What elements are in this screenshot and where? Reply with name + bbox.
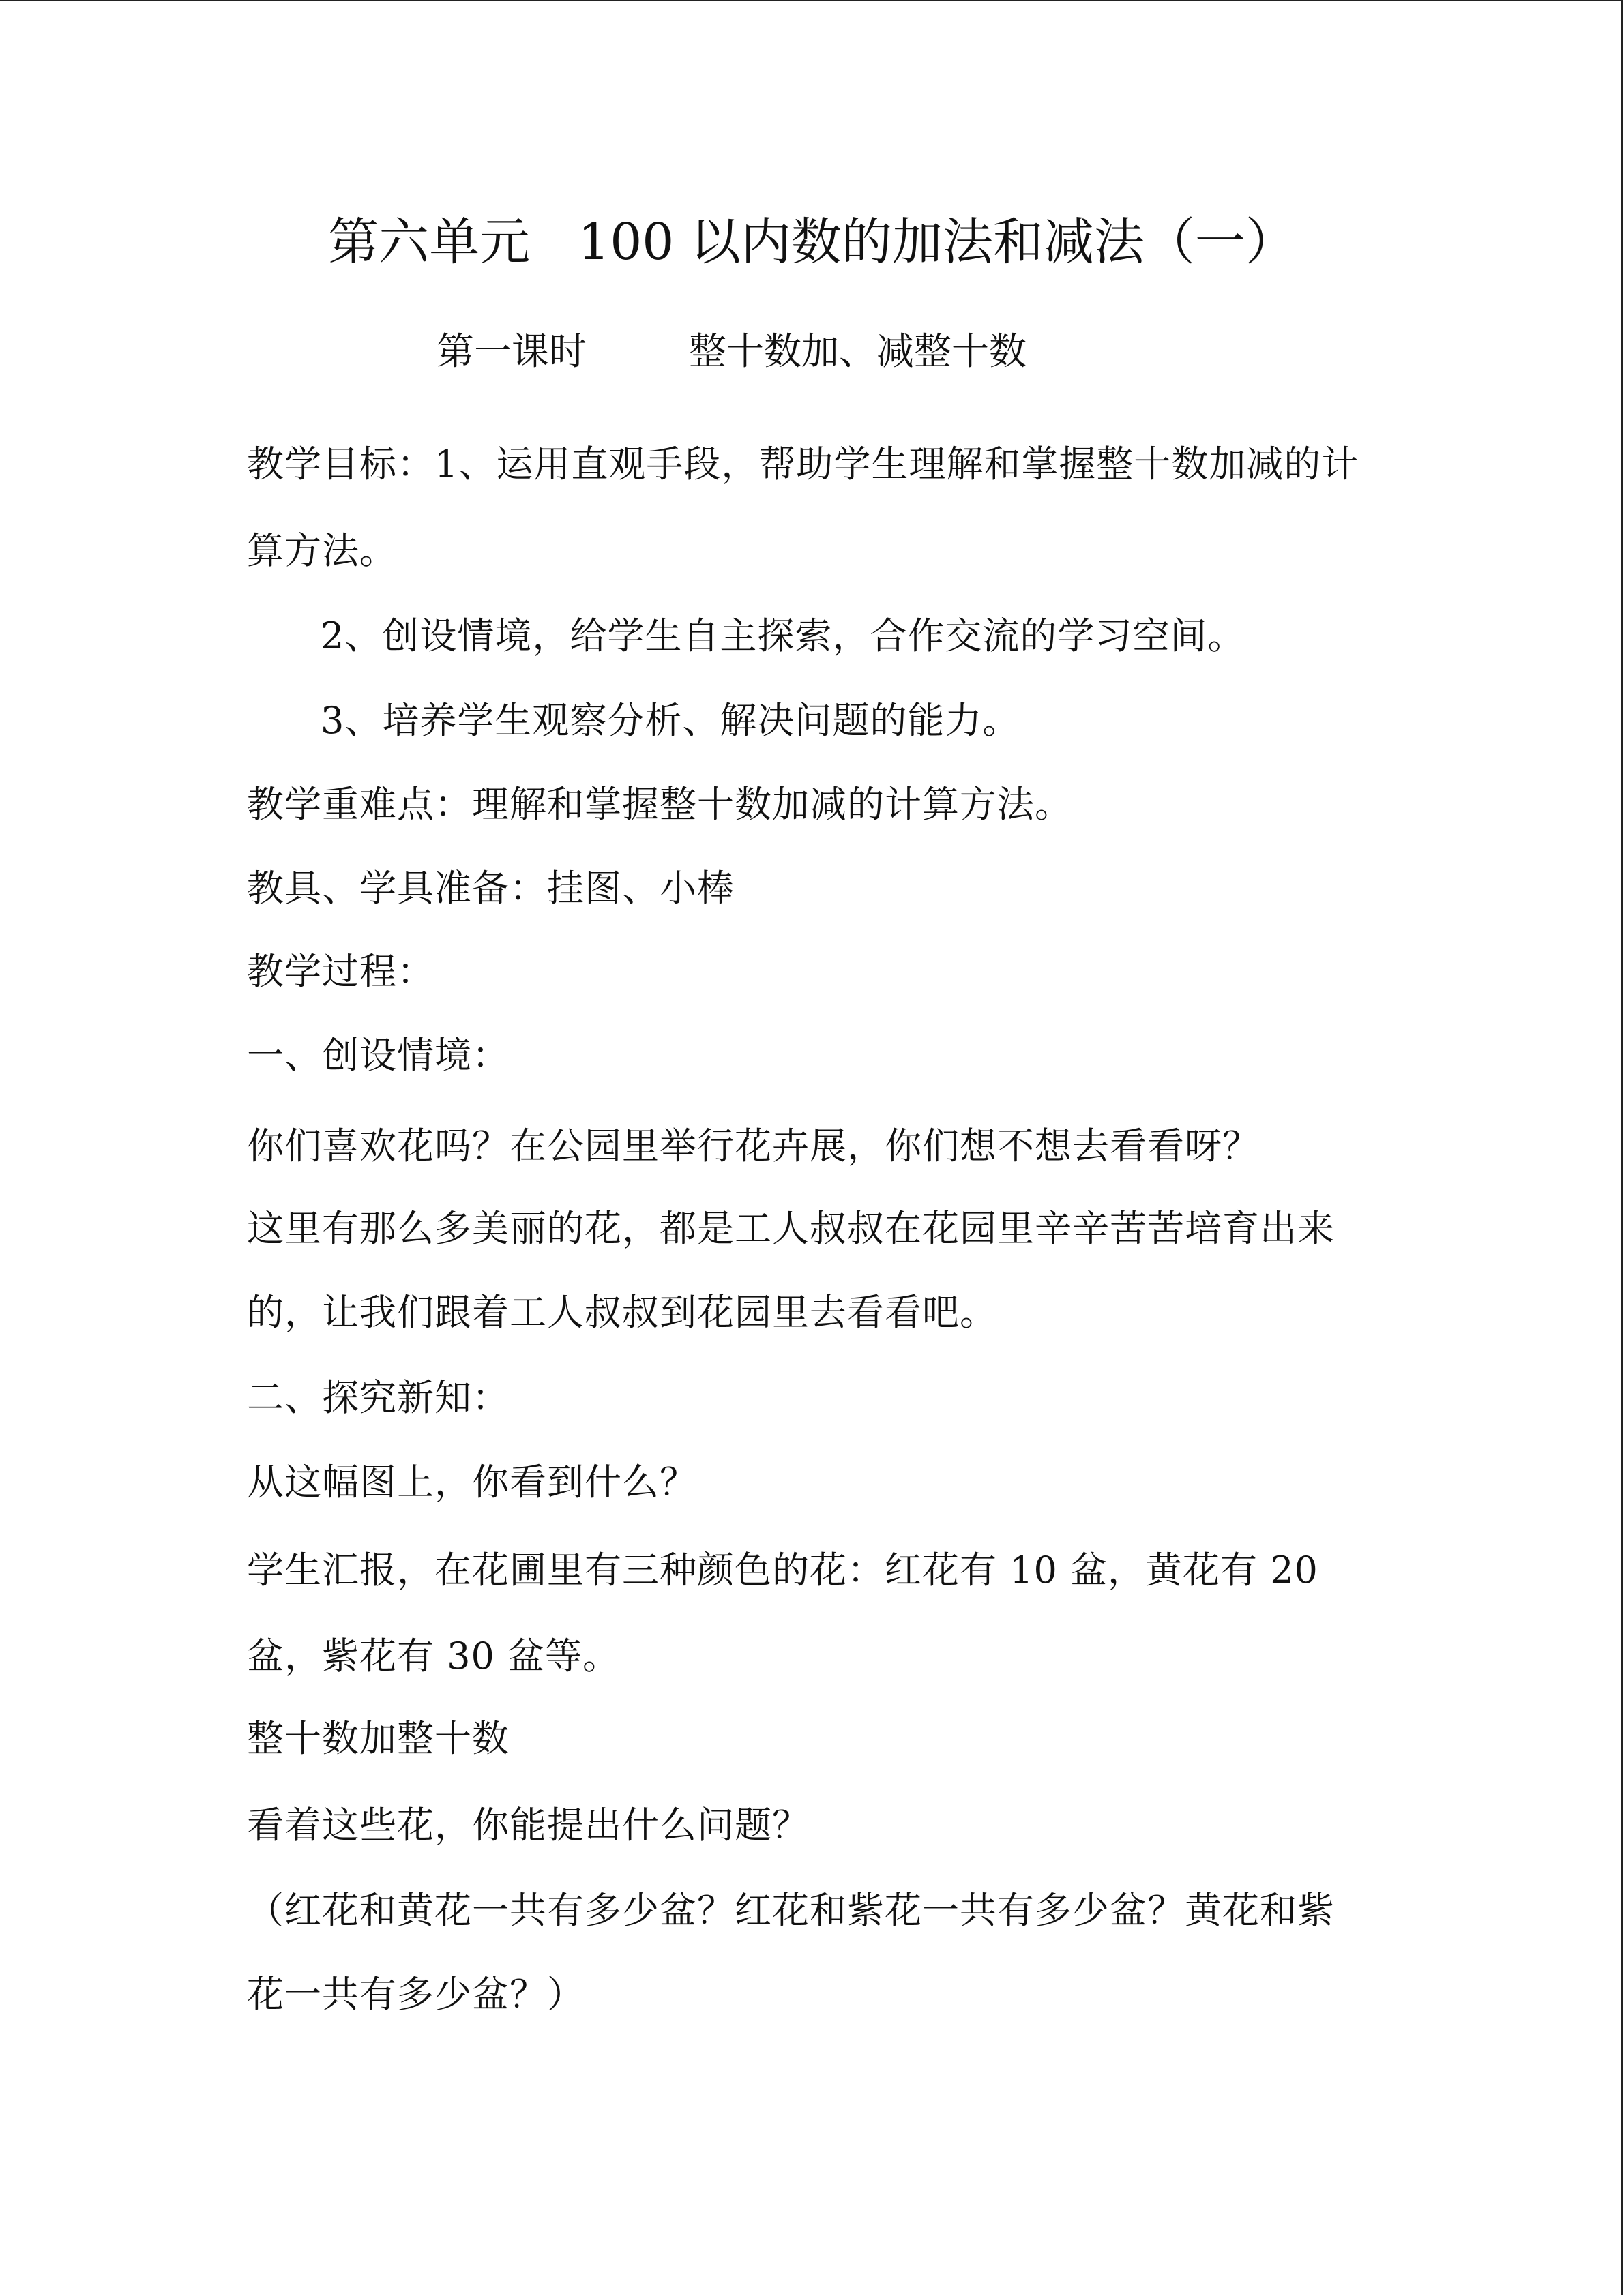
process-heading: 教学过程： xyxy=(247,950,434,993)
objective-line-1-cont: 算方法。 xyxy=(247,529,397,572)
objective-line-2: 2、创设情境，给学生自主探索，合作交流的学习空间。 xyxy=(321,614,1245,657)
paragraph-line: 学生汇报，在花圃里有三种颜色的花：红花有 10 盆，黄花有 20 xyxy=(247,1549,1318,1592)
objective-line-3: 3、培养学生观察分析、解决问题的能力。 xyxy=(321,699,1020,742)
paragraph-line: （红花和黄花一共有多少盆？红花和紫花一共有多少盆？黄花和紫 xyxy=(247,1889,1335,1932)
lesson-topic: 整十数加、减整十数 xyxy=(689,329,1027,373)
section-heading-1: 一、创设情境： xyxy=(247,1034,510,1077)
paragraph-line: 盆，紫花有 30 盆等。 xyxy=(247,1635,621,1678)
paragraph-line: 这里有那么多美丽的花，都是工人叔叔在花园里辛辛苦苦培育出来 xyxy=(247,1207,1335,1250)
lesson-heading xyxy=(437,320,1027,382)
section-heading-2: 二、探究新知： xyxy=(247,1376,510,1419)
objective-line-1: 教学目标：1、运用直观手段，帮助学生理解和掌握整十数加减的计 xyxy=(247,443,1359,486)
paragraph-line: 你们喜欢花吗？在公园里举行花卉展，你们想不想去看看呀？ xyxy=(247,1124,1260,1167)
key-points-line: 教学重难点：理解和掌握整十数加减的计算方法。 xyxy=(247,783,1072,826)
page-title xyxy=(0,205,1624,280)
paragraph-line: 花一共有多少盆？） xyxy=(247,1973,585,2016)
paragraph-line: 看着这些花，你能提出什么问题？ xyxy=(247,1804,810,1847)
paragraph-line: 从这幅图上，你看到什么？ xyxy=(247,1461,697,1504)
title-unit: 第六单元 xyxy=(328,213,531,271)
subsection-heading: 整十数加整十数 xyxy=(247,1717,510,1760)
materials-line: 教具、学具准备：挂图、小棒 xyxy=(247,867,735,910)
paragraph-line: 的，让我们跟着工人叔叔到花园里去看看吧。 xyxy=(247,1291,997,1334)
lesson-number: 第一课时 xyxy=(437,329,587,373)
title-main: 100 以内数的加法和减法（一） xyxy=(578,213,1296,271)
